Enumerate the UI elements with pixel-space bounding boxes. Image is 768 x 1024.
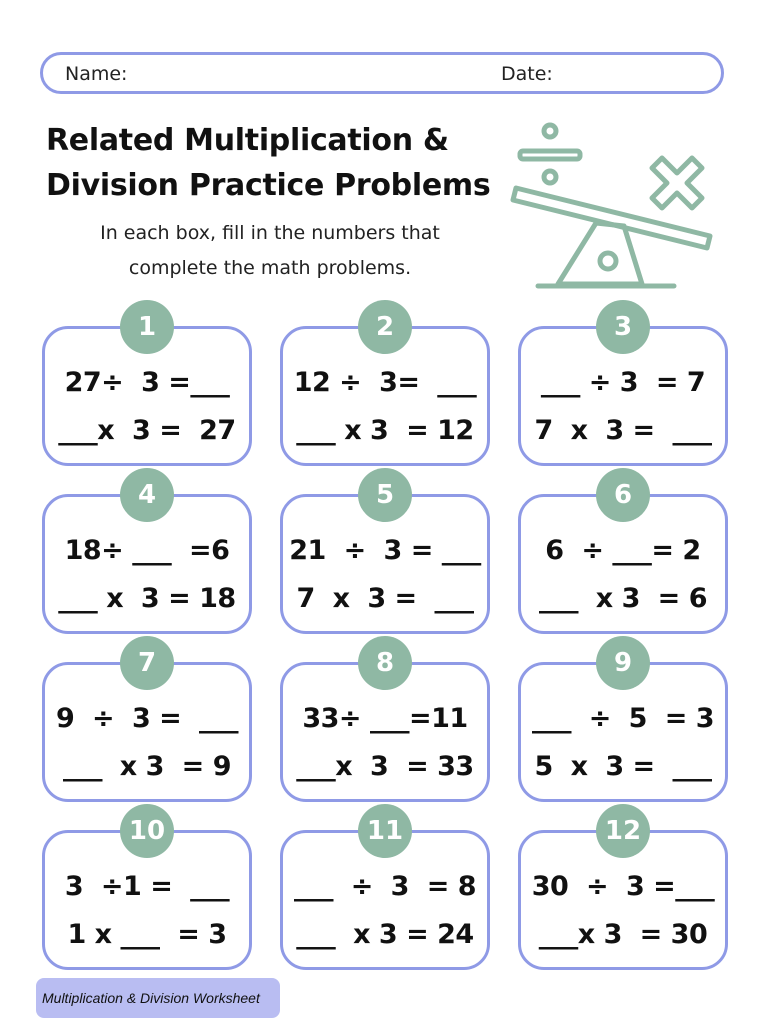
instructions [60,216,480,286]
problem-number-badge: 10 [120,804,174,858]
division-equation[interactable]: ___ ÷ 3 = 8 [293,871,477,902]
division-equation[interactable]: 27÷ 3 =___ [64,367,230,398]
division-equation[interactable]: ___ ÷ 5 = 3 [531,703,715,734]
multiplication-equation[interactable]: ___ x 3 = 18 [58,583,236,614]
multiplication-equation[interactable]: 1 x ___ = 3 [67,919,227,950]
division-equation[interactable]: 3 ÷1 = ___ [64,871,230,902]
division-equation[interactable]: 21 ÷ 3 = ___ [289,535,481,566]
division-equation[interactable]: 12 ÷ 3= ___ [293,367,477,398]
problem-number-badge: 7 [120,636,174,690]
problem-number-badge: 2 [358,300,412,354]
problem-number-badge: 11 [358,804,412,858]
multiplication-equation[interactable]: ___ x 3 = 9 [62,751,231,782]
problem-number-badge: 8 [358,636,412,690]
division-equation[interactable]: ___ ÷ 3 = 7 [540,367,706,398]
title-line-1: Related Multiplication & [46,123,449,158]
multiplication-equation[interactable]: ___ x 3 = 12 [296,415,474,446]
problem-number-badge: 6 [596,468,650,522]
seesaw-divide-multiply-icon [506,118,720,296]
division-equation[interactable]: 30 ÷ 3 =___ [531,871,715,902]
multiplication-equation[interactable]: ___ x 3 = 24 [296,919,474,950]
problem-number-badge: 3 [596,300,650,354]
multiplication-equation[interactable]: 7 x 3 = ___ [296,583,474,614]
multiplication-equation[interactable]: 5 x 3 = ___ [534,751,712,782]
division-equation[interactable]: 6 ÷ ___= 2 [545,535,701,566]
multiplication-equation[interactable]: ___x 3 = 30 [538,919,708,950]
worksheet-footer: Multiplication & Division Worksheet [36,978,280,1018]
problem-number-badge: 12 [596,804,650,858]
date-label: Date: [501,63,553,85]
multiplication-equation[interactable]: ___x 3 = 27 [58,415,236,446]
division-equation[interactable]: 18÷ ___ =6 [64,535,230,566]
problem-number-badge: 9 [596,636,650,690]
problem-number-badge: 5 [358,468,412,522]
worksheet-title [46,118,516,208]
name-date-bar [40,52,724,94]
multiplication-equation[interactable]: 7 x 3 = ___ [534,415,712,446]
title-line-2: Division Practice Problems [46,168,491,203]
instructions-line-2: complete the math problems. [128,257,412,279]
multiplication-equation[interactable]: ___ x 3 = 6 [538,583,707,614]
division-equation[interactable]: 33÷ ___=11 [302,703,468,734]
name-label: Name: [65,63,128,85]
problem-number-badge: 4 [120,468,174,522]
problem-number-badge: 1 [120,300,174,354]
division-equation[interactable]: 9 ÷ 3 = ___ [55,703,239,734]
multiplication-equation[interactable]: ___x 3 = 33 [296,751,474,782]
instructions-line-1: In each box, fill in the numbers that [100,222,440,244]
